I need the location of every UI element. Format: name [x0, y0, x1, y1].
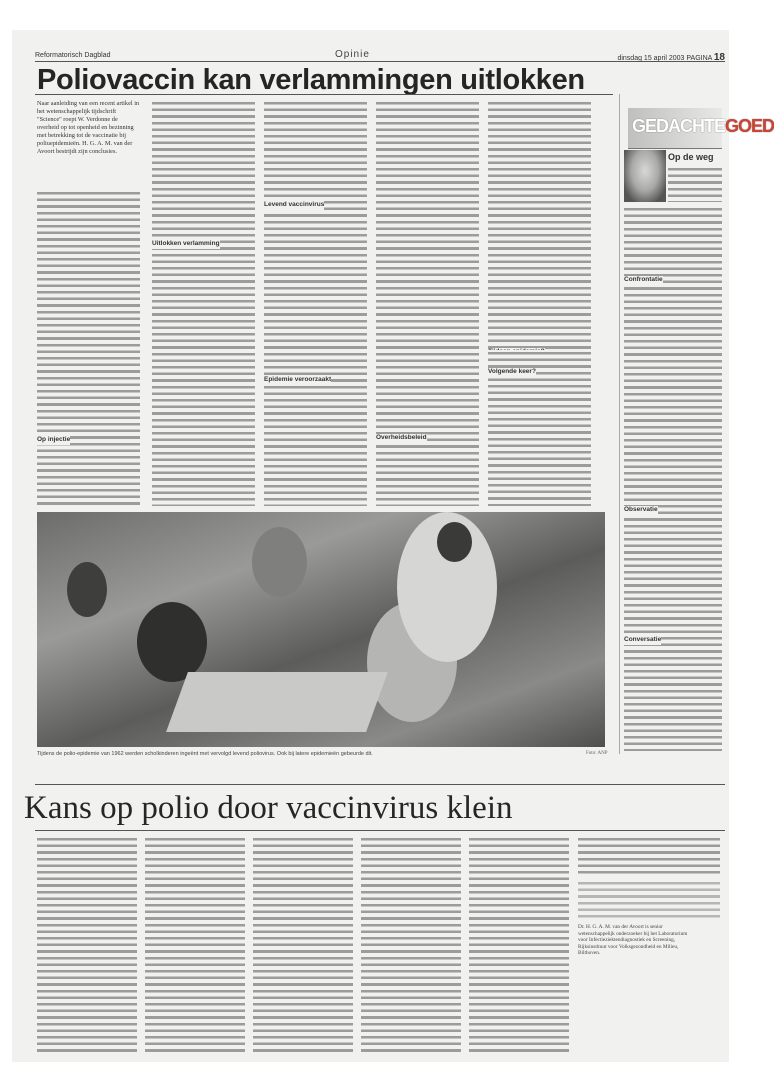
column-banner — [628, 108, 774, 149]
article2-column-4 — [361, 836, 461, 1056]
subhead: Overheidsbeleid — [376, 434, 427, 441]
sidebar-subhead: Confrontatie — [624, 276, 663, 283]
title-rule — [35, 94, 613, 95]
subhead: Op injectie — [37, 436, 71, 443]
article2-title: Kans op polio door vaccinvirus klein — [24, 790, 513, 826]
photo-caption: Tijdens de polio-epidemie van 1962 werden scholkinderen ingeënt met vervolgd levend poliovirus. Ook bij latere epidemieën gebeurde dit. — [37, 751, 373, 757]
article-lead: Naar aanleiding van een recent artikel in het wetenschappelijk tijdschrift "Science" roept W. Verdonne de overheid op tot openheid en bezinning met betrekking tot de vaccinatie bij poliuepidemieën. H. G. A. M. van der Avoort bestrijdt zijn conclusies. — [37, 100, 140, 155]
article-column-3 — [264, 100, 367, 506]
author-bio: Dr. H. G. A. M. van der Avoort is senior wetenschappelijk onderzoeker bij het Laboratorium voor Infectieziektendiagnostiek en Screening, Rijksinstituut voor Volksgezondheid en Milieu, Bilthoven. — [578, 924, 688, 957]
article2-column-2 — [145, 836, 245, 1056]
banner-text — [632, 116, 774, 137]
issue-date: dinsdag 15 april 2003 — [617, 55, 685, 62]
sidebar-text — [624, 206, 722, 751]
banner-part-2: GOED — [725, 116, 774, 136]
article-title: Poliovaccin kan verlammingen uitlokken — [37, 64, 585, 96]
editorial-note — [578, 880, 720, 920]
article2-rule — [35, 784, 725, 785]
page-label: PAGINA — [686, 55, 712, 62]
article-column-2 — [152, 100, 255, 506]
article2-title-rule — [35, 830, 725, 831]
subhead: Levend vaccinvirus — [264, 201, 325, 208]
sidebar-text-top — [668, 166, 722, 202]
page-number: 18 — [713, 52, 725, 63]
article2-column-1 — [37, 836, 137, 1056]
photo-credit: Foto: ANP — [586, 751, 608, 756]
subhead: Epidemie veroorzaakt — [264, 376, 332, 383]
article-column-5b — [488, 350, 591, 506]
article2-column-3 — [253, 836, 353, 1056]
article-photo — [37, 512, 605, 747]
sidebar-subhead: Observatie — [624, 506, 658, 513]
column-title: Op de weg — [668, 152, 714, 162]
section-name: Opinie — [335, 49, 370, 60]
article-column-4 — [376, 100, 479, 506]
article2-column-5 — [469, 836, 569, 1056]
article-column-1 — [37, 190, 140, 506]
columnist-portrait — [624, 150, 666, 202]
header-rule — [35, 61, 725, 62]
page-header — [25, 48, 725, 62]
subhead: Volgende keer? — [488, 368, 536, 375]
publication-name: Reformatorisch Dagblad — [35, 52, 111, 59]
subhead: Uitlokken verlamming — [152, 240, 220, 247]
sidebar-subhead: Conversatie — [624, 636, 662, 643]
banner-part-1: GEDACHTE — [632, 116, 726, 136]
article2-column-6 — [578, 836, 720, 876]
